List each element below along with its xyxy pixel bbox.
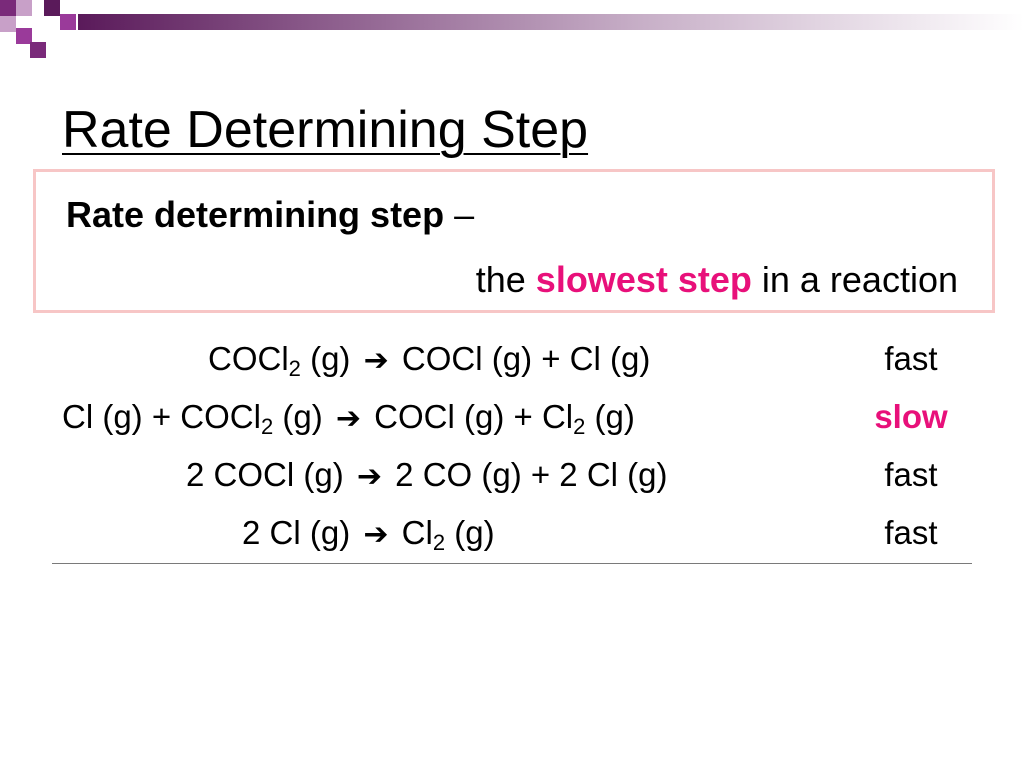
reaction-equation	[242, 508, 495, 560]
definition-box	[33, 169, 995, 313]
equation-text: COCl (g) + Cl	[365, 398, 574, 435]
subscript: 2	[260, 414, 274, 439]
equation-text: 2 Cl (g)	[242, 514, 360, 551]
reaction-arrow-icon: ➔	[363, 343, 389, 378]
reaction-arrow-icon: ➔	[335, 401, 361, 436]
subscript: 2	[288, 356, 301, 381]
equation-text: (g)	[273, 398, 332, 435]
subscript: 2	[432, 530, 446, 555]
definition-dash: –	[444, 194, 475, 235]
subscript: 2	[573, 414, 586, 439]
reaction-arrow-icon: ➔	[356, 459, 382, 494]
equation-text: (g)	[585, 398, 635, 435]
definition-term-line	[66, 193, 474, 237]
reaction-equation	[186, 450, 667, 502]
definition-prefix: the	[475, 259, 536, 300]
decor-square	[60, 14, 76, 30]
reaction-row	[0, 508, 1024, 566]
reaction-mechanism	[0, 334, 1024, 566]
decor-square	[0, 0, 16, 16]
equation-text: (g)	[445, 514, 495, 551]
slide-decoration	[0, 0, 1024, 64]
reaction-row	[0, 334, 1024, 392]
divider-line	[52, 563, 972, 564]
slide-title: Rate Determining Step	[62, 101, 589, 159]
reaction-row	[0, 450, 1024, 508]
decor-square	[0, 16, 16, 32]
reaction-equation	[62, 392, 635, 444]
equation-text: (g)	[300, 340, 360, 377]
decor-gradient-bar	[78, 14, 1024, 30]
reaction-rate: fast	[884, 514, 938, 551]
reaction-equation	[208, 334, 650, 386]
reaction-rate-slow: slow	[874, 398, 948, 435]
definition-text-line	[476, 258, 958, 302]
equation-text: COCl (g) + Cl (g)	[392, 340, 651, 377]
definition-suffix: in a reaction	[751, 259, 958, 300]
equation-text: 2 COCl (g)	[186, 456, 353, 493]
equation-text: Cl	[392, 514, 433, 551]
definition-term: Rate determining step	[66, 194, 445, 235]
decor-square	[44, 0, 60, 16]
equation-text: 2 CO (g) + 2 Cl (g)	[386, 456, 668, 493]
definition-highlight: slowest step	[535, 259, 752, 300]
reaction-rate: fast	[884, 340, 938, 377]
decor-square	[16, 0, 32, 16]
reaction-rate: fast	[884, 456, 938, 493]
decor-square	[30, 42, 46, 58]
reaction-row	[0, 392, 1024, 450]
equation-text: COCl	[208, 340, 289, 377]
equation-text: Cl (g) + COCl	[62, 398, 261, 435]
reaction-arrow-icon: ➔	[363, 517, 389, 552]
